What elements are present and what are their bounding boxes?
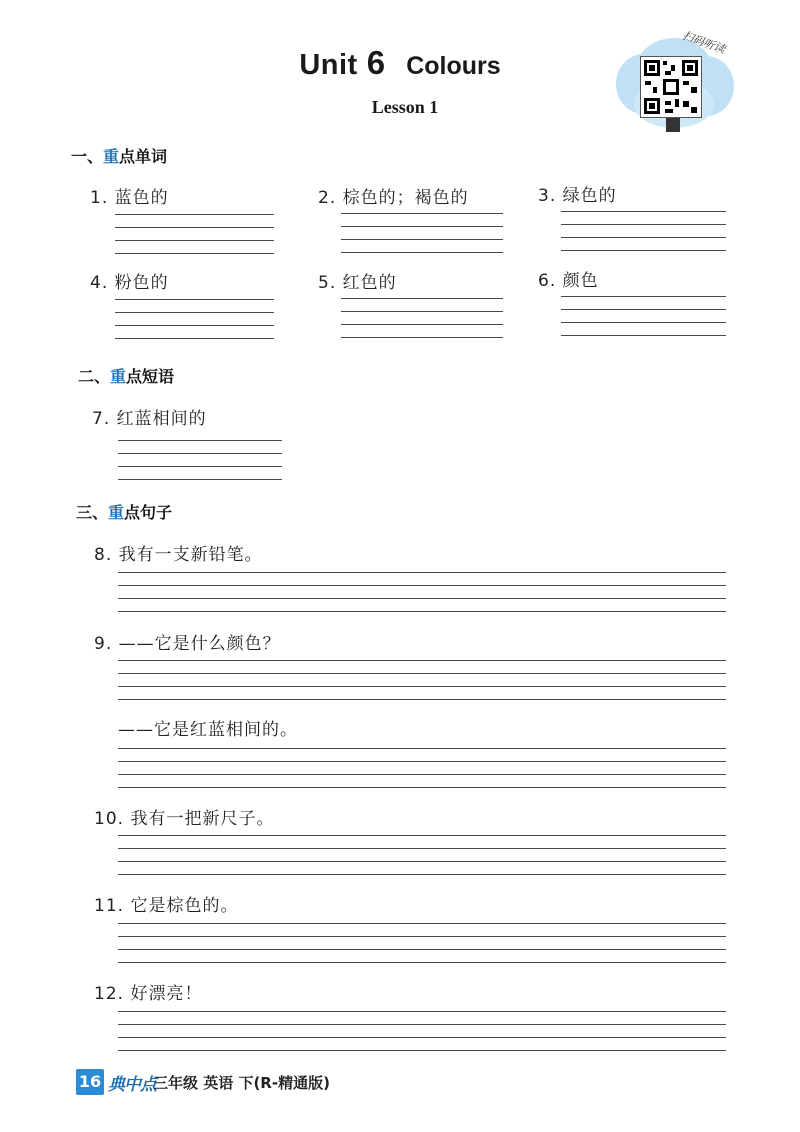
section-highlight: 重 [110,367,127,386]
unit-word: Unit [299,49,358,81]
section-prefix: 一、 [71,147,104,166]
lesson-title: Lesson 1 [371,97,439,117]
question-8: 8. 我有一支新铅笔。 [94,545,263,565]
question-5: 5. 红色的 [318,273,397,293]
book-title: 三年级 英语 下(R-精通版) [153,1074,330,1092]
question-2: 2. 棕色的；褐色的 [318,188,469,208]
question-9-ask: 9. ——它是什么颜色？ [94,634,281,654]
qr-code-icon [641,57,701,117]
publisher-logo: 典中点 [108,1075,156,1095]
question-6: 6. 颜色 [538,271,599,291]
question-10: 10. 我有一把新尺子。 [94,809,275,829]
section-heading-sentences [76,500,172,523]
section-prefix: 三、 [76,503,109,522]
unit-number: 6 [366,44,386,81]
question-1: 1. 蓝色的 [90,188,169,208]
question-4: 4. 粉色的 [90,273,169,293]
section-highlight: 重 [103,147,120,166]
question-7: 7. 红蓝相间的 [92,409,207,429]
section-rest: 点句子 [124,503,173,522]
section-highlight: 重 [108,503,125,522]
question-3: 3. 绿色的 [538,186,617,206]
page-number: 16 [76,1069,104,1095]
section-heading-words [71,144,167,167]
question-12: 12. 好漂亮！ [94,984,203,1004]
qr-code-image[interactable] [640,56,702,118]
qr-label: 扫码听读 [680,28,727,57]
section-rest: 点短语 [126,367,175,386]
section-prefix: 二、 [78,367,111,386]
section-rest: 点单词 [119,147,168,166]
unit-topic: Colours [406,52,501,80]
section-heading-phrases [78,364,174,387]
question-11: 11. 它是棕色的。 [94,896,239,916]
question-9-answer: ——它是红蓝相间的。 [118,720,298,740]
